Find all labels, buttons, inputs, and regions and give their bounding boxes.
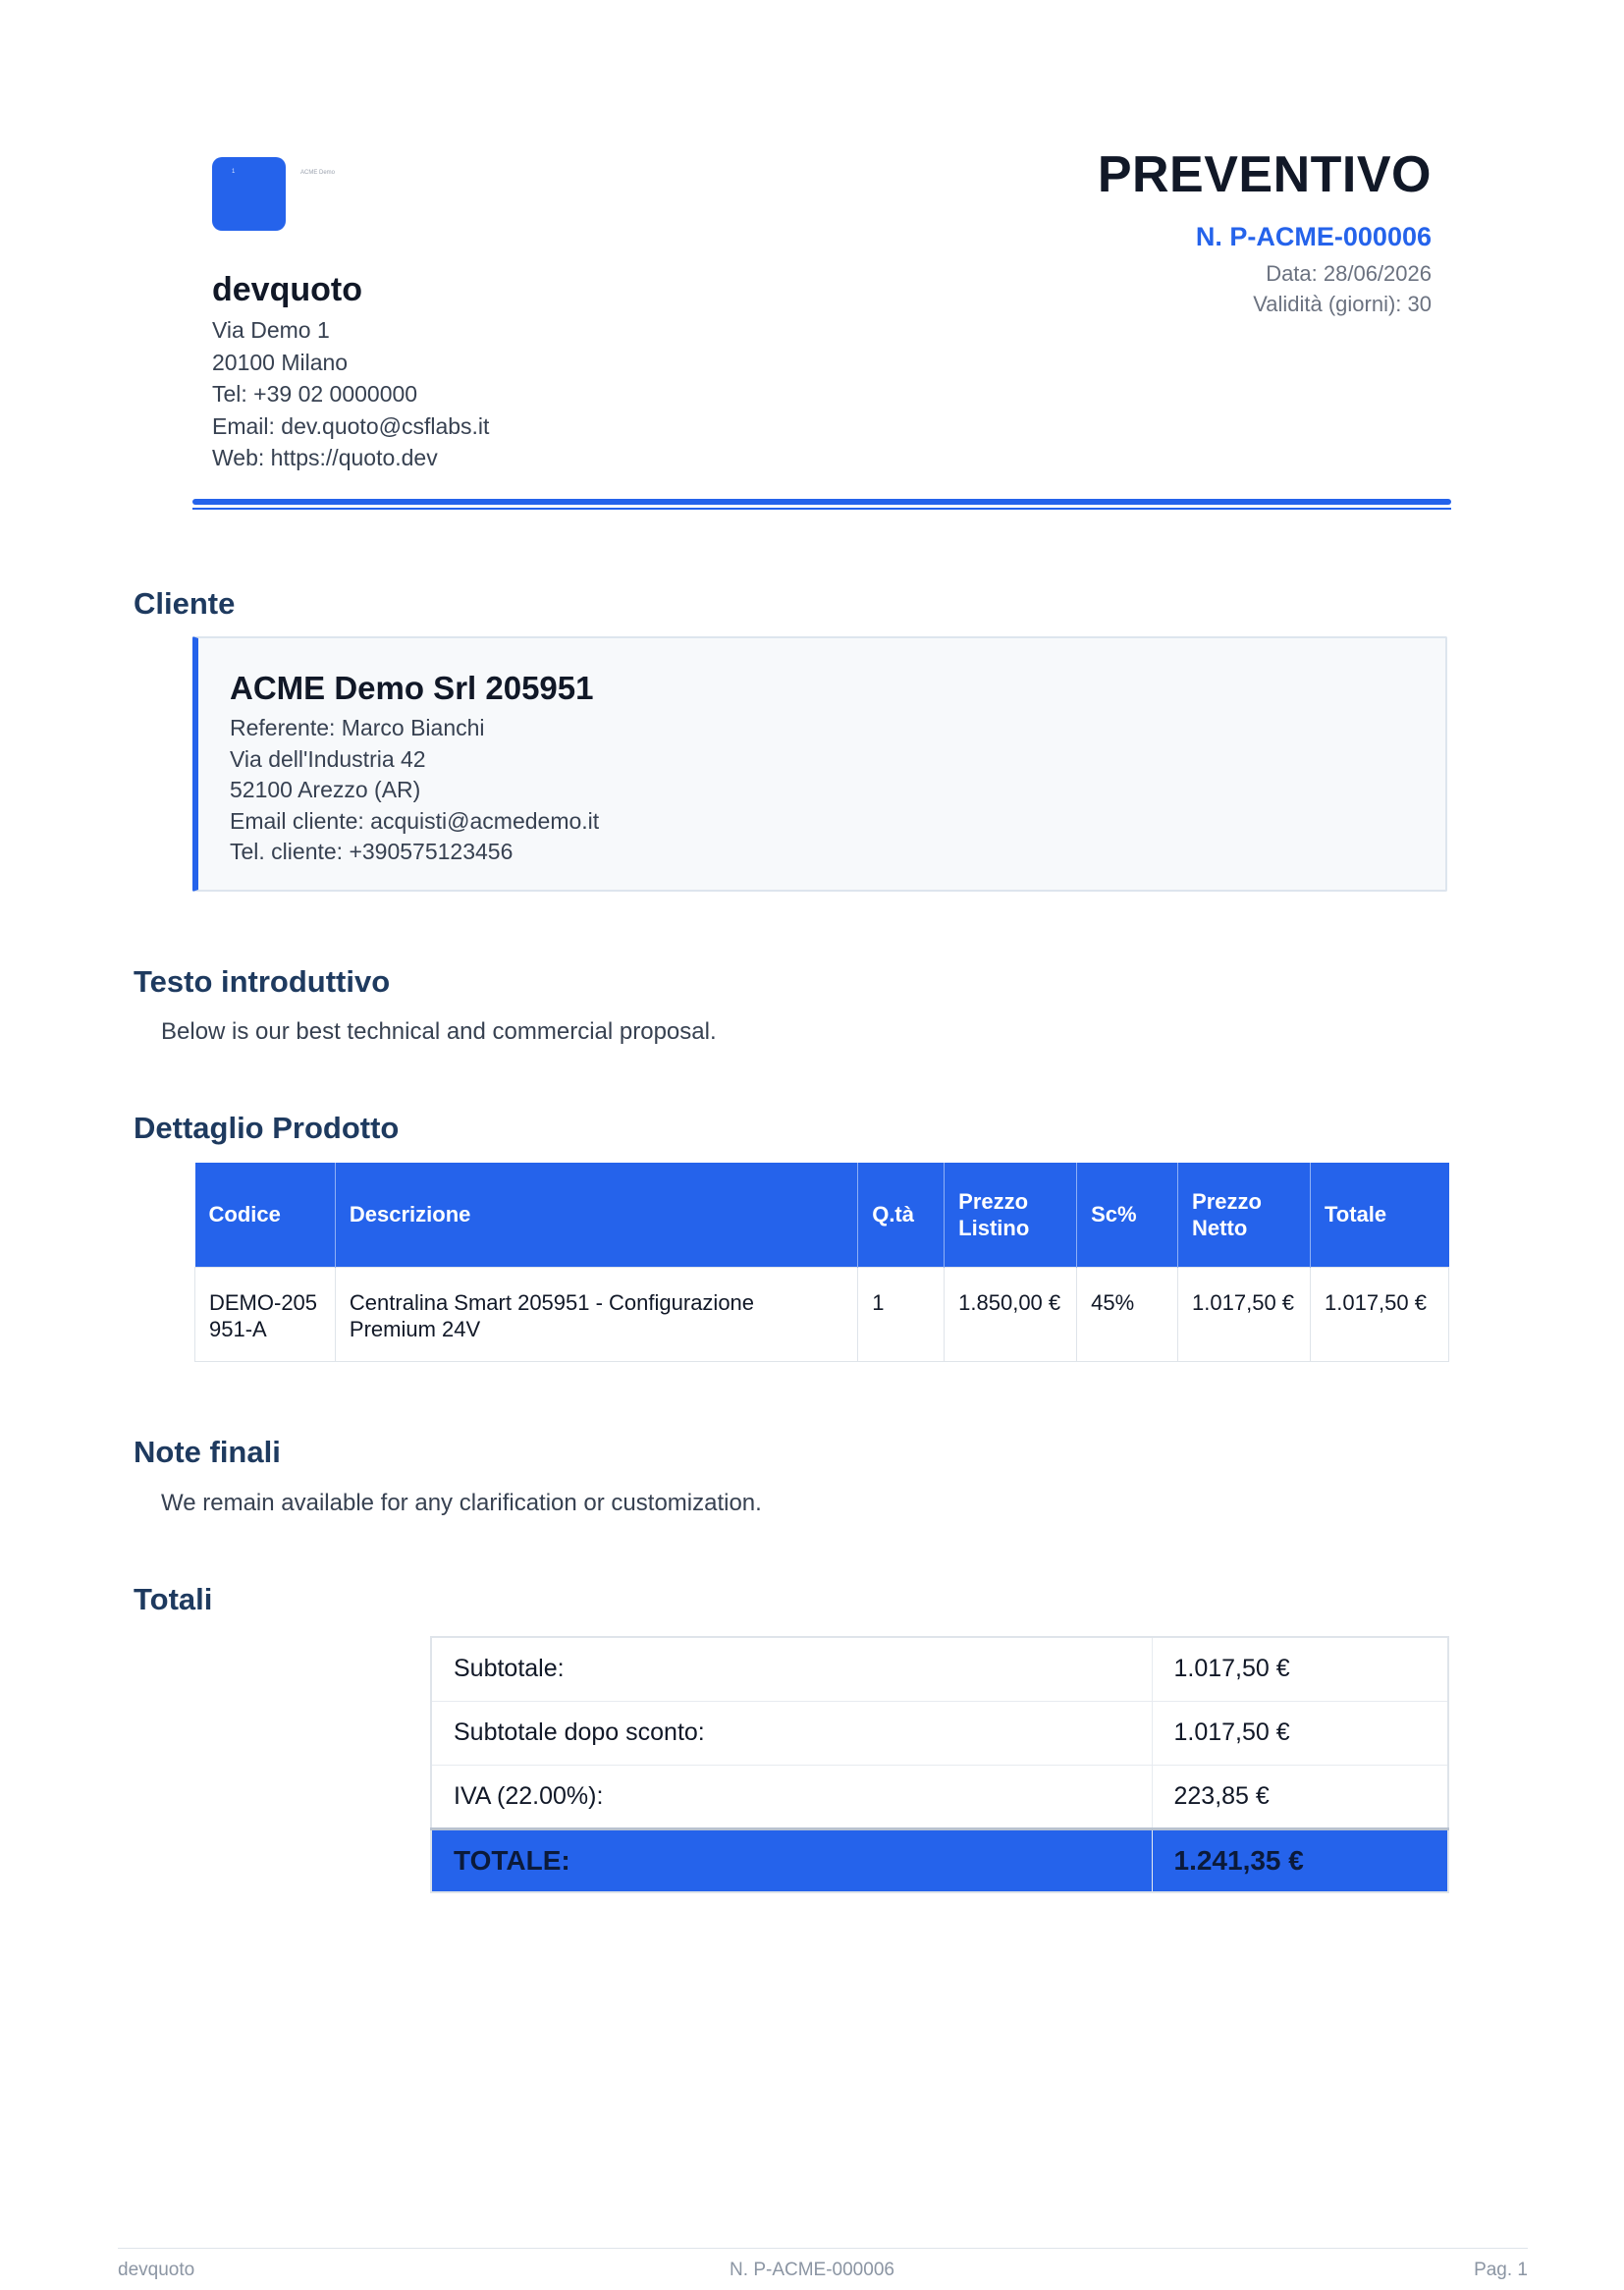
intro-text: Below is our best technical and commercial proposal. [161,1018,717,1045]
header-divider-thin [192,508,1451,510]
logo-alt-text: ACME Demo [300,170,336,176]
document-meta [1253,258,1432,319]
client-city: 52100 Arezzo (AR) [230,777,421,802]
company-phone: Tel: +39 02 0000000 [212,381,418,407]
section-heading-client: Cliente [134,586,236,621]
col-header-total: Totale [1311,1163,1449,1267]
subtotal-value: 1.017,50 € [1152,1637,1448,1701]
totals-table [430,1636,1449,1893]
company-email: Email: dev.quoto@csflabs.it [212,412,490,439]
company-name: devquoto [212,271,362,308]
notes-text: We remain available for any clarification or customization. [161,1490,762,1516]
after-discount-value: 1.017,50 € [1152,1701,1448,1765]
col-header-code: Codice [195,1163,336,1267]
company-details [212,314,489,474]
header-divider [192,499,1451,505]
section-heading-intro: Testo introduttivo [134,964,391,999]
client-address: Via dell'Industria 42 [230,745,426,772]
grand-total-label: TOTALE: [431,1828,1152,1892]
client-name: ACME Demo Srl 205951 [230,670,594,706]
company-web: Web: https://quoto.dev [212,445,438,470]
company-city: 20100 Milano [212,349,349,375]
section-heading-products: Dettaglio Prodotto [134,1111,400,1145]
subtotal-label: Subtotale: [454,1655,565,1683]
col-header-discount: Sc% [1077,1163,1178,1267]
document-validity: Validità (giorni): 30 [1253,292,1432,316]
table-row [195,1267,1449,1361]
document-title: PREVENTIVO [1097,146,1432,203]
client-email: Email cliente: acquisti@acmedemo.it [230,807,600,834]
client-card [192,636,1447,892]
cell-net-price: 1.017,50 € [1178,1267,1311,1361]
cell-qty: 1 [858,1267,945,1361]
products-table-header [195,1163,1449,1267]
footer-company: devquoto [118,2260,195,2280]
company-logo [212,157,286,231]
grand-total-value: 1.241,35 € [1152,1828,1448,1892]
totals-row-after-discount [431,1701,1448,1765]
client-contact: Referente: Marco Bianchi [230,715,485,740]
totals-row-grand [431,1828,1448,1892]
products-table [194,1163,1449,1362]
cell-total: 1.017,50 € [1311,1267,1449,1361]
col-header-description: Descrizione [335,1163,857,1267]
cell-description: Centralina Smart 205951 - Configurazione Premium 24V [335,1267,857,1361]
col-header-qty: Q.tà [858,1163,945,1267]
totals-row-vat [431,1765,1448,1828]
company-address: Via Demo 1 [212,317,330,343]
document-date: Data: 28/06/2026 [1266,261,1432,286]
after-discount-label: Subtotale dopo sconto: [431,1701,1152,1765]
section-heading-totals: Totali [134,1582,213,1616]
totals-row-subtotal [431,1637,1448,1701]
footer-document-number: N. P-ACME-000006 [730,2260,894,2280]
document-number: N. P-ACME-000006 [1195,222,1432,251]
cell-list-price: 1.850,00 € [945,1267,1077,1361]
col-header-list-price: Prezzo Listino [945,1163,1077,1267]
footer-page-number: Pag. 1 [1474,2260,1528,2280]
footer-divider [118,2248,1528,2249]
logo-text: 1 [232,169,236,175]
cell-code: DEMO-205951-A [195,1267,336,1361]
cell-discount: 45% [1077,1267,1178,1361]
vat-label: IVA (22.00%): [431,1765,1152,1828]
section-heading-notes: Note finali [134,1435,281,1469]
client-phone: Tel. cliente: +390575123456 [230,839,514,864]
vat-value: 223,85 € [1152,1765,1448,1828]
client-details [230,713,599,868]
col-header-net-price: Prezzo Netto [1178,1163,1311,1267]
